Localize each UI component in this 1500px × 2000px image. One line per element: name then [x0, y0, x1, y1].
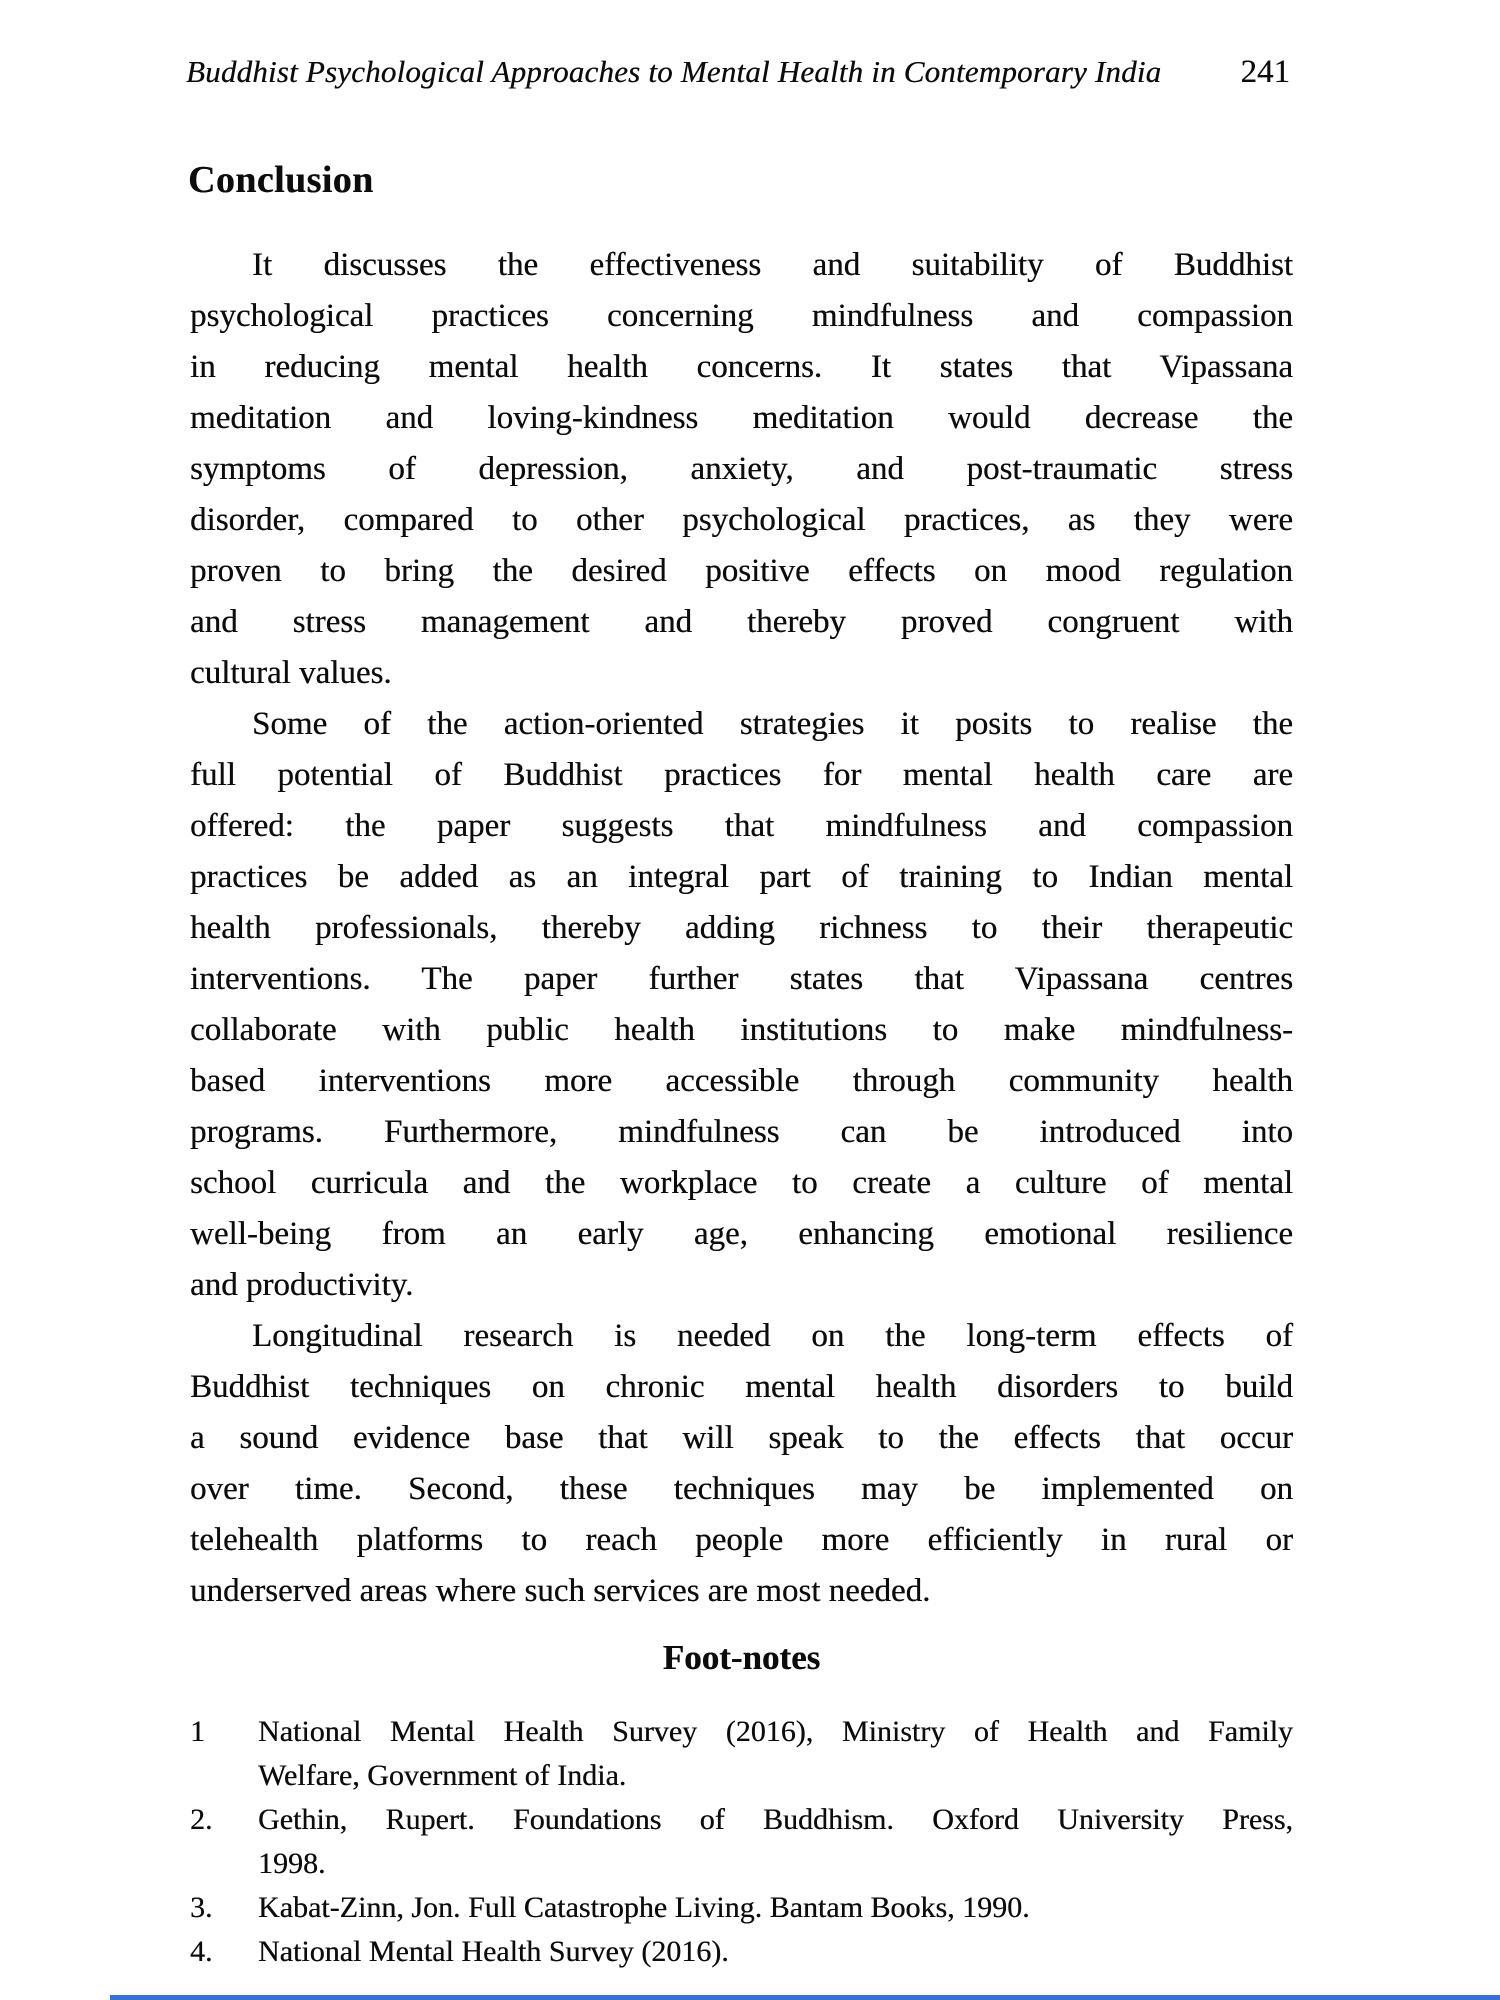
- footnote-marker: 4.: [190, 1935, 213, 1968]
- body-text-line: It discusses the effectiveness and suitability of Buddhist: [252, 247, 1293, 283]
- body-text-line: meditation and loving-kindness meditation would decrease the: [190, 400, 1293, 436]
- conclusion-body: [190, 240, 1293, 1617]
- paragraph: [190, 240, 1293, 699]
- body-text-line: Longitudinal research is needed on the long-term effects of: [252, 1318, 1293, 1354]
- footnote-text-line: Kabat-Zinn, Jon. Full Catastrophe Living. Bantam Books, 1990.: [258, 1891, 1030, 1924]
- footnote-text: [258, 1710, 1293, 1798]
- footnote-item: [190, 1930, 1293, 1974]
- paragraph: [190, 699, 1293, 1311]
- body-text-line: practices be added as an integral part of training to Indian mental: [190, 859, 1293, 895]
- body-text-line: Buddhist techniques on chronic mental health disorders to build: [190, 1369, 1293, 1405]
- footnote-item: [190, 1798, 1293, 1886]
- body-text-line: and stress management and thereby proved congruent with: [190, 604, 1293, 640]
- footnote-marker: 2.: [190, 1803, 213, 1836]
- bottom-accent-line: [110, 1995, 1500, 2000]
- body-text-line: collaborate with public health institutions to make mindfulness-: [190, 1012, 1293, 1048]
- body-text-line: based interventions more accessible through community health: [190, 1063, 1293, 1099]
- body-text-line: psychological practices concerning mindfulness and compassion: [190, 298, 1293, 334]
- body-text-line: underserved areas where such services are most needed.: [190, 1573, 931, 1609]
- footnote-marker: 3.: [190, 1891, 213, 1924]
- body-text-line: over time. Second, these techniques may be implemented on: [190, 1471, 1293, 1507]
- body-text-line: telehealth platforms to reach people more efficiently in rural or: [190, 1522, 1293, 1558]
- footnote-text: [258, 1930, 1293, 1974]
- footnotes-list: [190, 1710, 1293, 1974]
- body-text-line: symptoms of depression, anxiety, and post-traumatic stress: [190, 451, 1293, 487]
- body-text-line: interventions. The paper further states that Vipassana centres: [190, 961, 1293, 997]
- footnote-text-line: National Mental Health Survey (2016).: [258, 1935, 729, 1968]
- footnote-marker: 1: [190, 1715, 205, 1748]
- body-text-line: programs. Furthermore, mindfulness can be introduced into: [190, 1114, 1293, 1150]
- footnote-text-line: Gethin, Rupert. Foundations of Buddhism. Oxford University Press,: [258, 1803, 1293, 1836]
- running-header: [186, 54, 1290, 91]
- page-number: 241: [1240, 54, 1290, 90]
- body-text-line: health professionals, thereby adding richness to their therapeutic: [190, 910, 1293, 946]
- body-text-line: well-being from an early age, enhancing emotional resilience: [190, 1216, 1293, 1252]
- section-heading: Conclusion: [188, 159, 374, 201]
- footnote-text-line: 1998.: [258, 1847, 326, 1880]
- body-text-line: school curricula and the workplace to create a culture of mental: [190, 1165, 1293, 1201]
- running-header-title: Buddhist Psychological Approaches to Mental Health in Contemporary India: [186, 54, 1162, 89]
- footnote-text-line: National Mental Health Survey (2016), Ministry of Health and Family: [258, 1715, 1293, 1748]
- footnote-item: [190, 1710, 1293, 1798]
- footnote-text: [258, 1886, 1293, 1930]
- footnote-text-line: Welfare, Government of India.: [258, 1759, 627, 1792]
- footnote-item: [190, 1886, 1293, 1930]
- body-text-line: in reducing mental health concerns. It states that Vipassana: [190, 349, 1293, 385]
- body-text-line: proven to bring the desired positive effects on mood regulation: [190, 553, 1293, 589]
- body-text-line: cultural values.: [190, 655, 392, 691]
- footnote-text: [258, 1798, 1293, 1886]
- paragraph: [190, 1311, 1293, 1617]
- footnotes-heading: Foot-notes: [662, 1638, 821, 1677]
- body-text-line: disorder, compared to other psychological practices, as they were: [190, 502, 1293, 538]
- body-text-line: full potential of Buddhist practices for mental health care are: [190, 757, 1293, 793]
- body-text-line: and productivity.: [190, 1267, 414, 1303]
- body-text-line: a sound evidence base that will speak to the effects that occur: [190, 1420, 1293, 1456]
- body-text-line: offered: the paper suggests that mindfulness and compassion: [190, 808, 1293, 844]
- body-text-line: Some of the action-oriented strategies it posits to realise the: [252, 706, 1293, 742]
